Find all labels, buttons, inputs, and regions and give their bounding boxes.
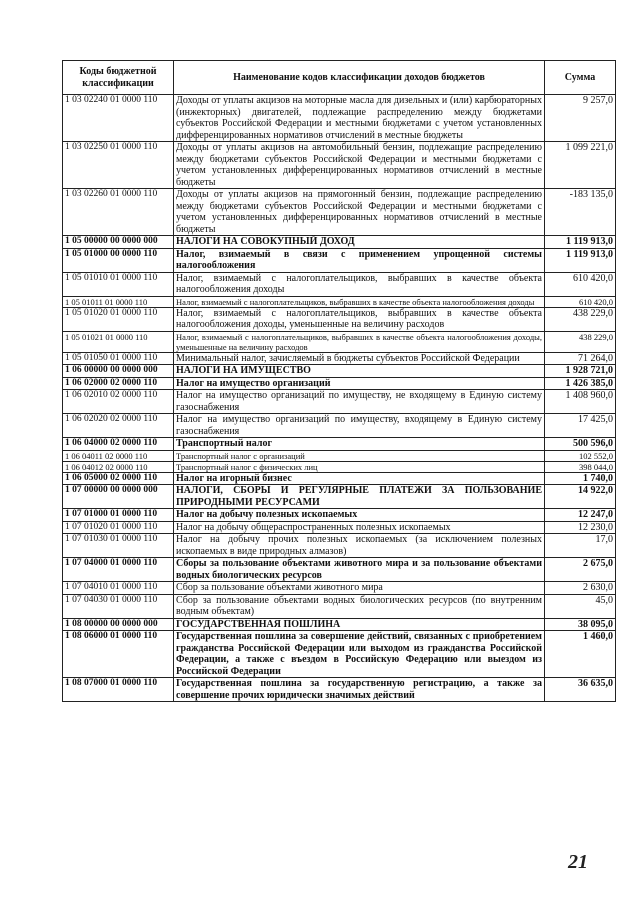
- row-code: 1 06 05000 02 0000 110: [63, 472, 174, 485]
- row-name: Налог на имущество организаций по имуществу, не входящему в Единую систему газоснабжения: [174, 390, 545, 414]
- row-code: 1 06 04012 02 0000 110: [63, 461, 174, 472]
- row-code: 1 03 02240 01 0000 110: [63, 95, 174, 142]
- row-sum: 17 425,0: [545, 414, 616, 438]
- row-name: Доходы от уплаты акцизов на автомобильный бензин, подлежащие распределению между бюджетами субъектов Российской Федерации и местными бюджетами с учетом установленных дифференцированных нормативов отчислений в местные бюджеты: [174, 142, 545, 189]
- row-name: Доходы от уплаты акцизов на прямогонный бензин, подлежащие распределению между бюджетами субъектов Российской Федерации и местными бюджетами с учетом установленных дифференцированных нормативов отчислений в местные бюджеты: [174, 189, 545, 236]
- row-name: Налог на добычу полезных ископаемых: [174, 509, 545, 522]
- row-code: 1 05 01011 01 0000 110: [63, 296, 174, 307]
- table-row: [63, 521, 616, 534]
- row-sum: -183 135,0: [545, 189, 616, 236]
- table-row: [63, 352, 616, 365]
- row-sum: 1 119 913,0: [545, 236, 616, 249]
- row-name: ГОСУДАРСТВЕННАЯ ПОШЛИНА: [174, 618, 545, 631]
- page-number: 21: [568, 851, 588, 873]
- table-row: [63, 472, 616, 485]
- row-code: 1 08 06000 01 0000 110: [63, 631, 174, 678]
- table-row: [63, 95, 616, 142]
- header-codes: Коды бюджетной классификации: [63, 61, 174, 95]
- row-name: Налог на имущество организаций: [174, 377, 545, 390]
- row-name: Государственная пошлина за государственную регистрацию, а также за совершение прочих юридически значимых действий: [174, 678, 545, 702]
- table-row: [63, 272, 616, 296]
- row-code: 1 05 01021 01 0000 110: [63, 331, 174, 352]
- row-name: Налог, взимаемый с налогоплательщиков, выбравших в качестве объекта налогообложения доходы: [174, 272, 545, 296]
- row-code: 1 07 01000 01 0000 110: [63, 509, 174, 522]
- row-name: Сборы за пользование объектами животного мира и за пользование объектами водных биологических ресурсов: [174, 558, 545, 582]
- row-sum: 1 099 221,0: [545, 142, 616, 189]
- row-code: 1 05 01020 01 0000 110: [63, 307, 174, 331]
- table-row: [63, 414, 616, 438]
- table-row: [63, 438, 616, 451]
- row-sum: 398 044,0: [545, 461, 616, 472]
- row-sum: 2 630,0: [545, 582, 616, 595]
- row-sum: 17,0: [545, 534, 616, 558]
- row-name: Транспортный налог с организаций: [174, 450, 545, 461]
- row-code: 1 07 00000 00 0000 000: [63, 485, 174, 509]
- table-row: [63, 296, 616, 307]
- row-sum: 12 230,0: [545, 521, 616, 534]
- row-code: 1 07 04030 01 0000 110: [63, 594, 174, 618]
- table-row: [63, 558, 616, 582]
- table-row: [63, 377, 616, 390]
- row-sum: 1 426 385,0: [545, 377, 616, 390]
- row-code: 1 05 01050 01 0000 110: [63, 352, 174, 365]
- row-name: Налог на игорный бизнес: [174, 472, 545, 485]
- row-sum: 1 408 960,0: [545, 390, 616, 414]
- row-sum: 438 229,0: [545, 331, 616, 352]
- row-sum: 1 740,0: [545, 472, 616, 485]
- row-name: Транспортный налог с физических лиц: [174, 461, 545, 472]
- row-code: 1 05 01000 00 0000 110: [63, 248, 174, 272]
- table-row: [63, 534, 616, 558]
- row-name: Налог на добычу общераспространенных полезных ископаемых: [174, 521, 545, 534]
- table-body: [63, 95, 616, 702]
- row-name: Транспортный налог: [174, 438, 545, 451]
- table-row: [63, 509, 616, 522]
- row-code: 1 06 04011 02 0000 110: [63, 450, 174, 461]
- row-sum: 12 247,0: [545, 509, 616, 522]
- row-code: 1 07 04000 01 0000 110: [63, 558, 174, 582]
- table-row: [63, 461, 616, 472]
- row-name: Налог, взимаемый с налогоплательщиков, выбравших в качестве объекта налогообложения доходы, уменьшенные на величину расходов: [174, 331, 545, 352]
- table-row: [63, 594, 616, 618]
- row-sum: 102 552,0: [545, 450, 616, 461]
- row-code: 1 05 00000 00 0000 000: [63, 236, 174, 249]
- table-row: [63, 390, 616, 414]
- row-code: 1 07 01020 01 0000 110: [63, 521, 174, 534]
- row-sum: 45,0: [545, 594, 616, 618]
- row-name: Сбор за пользование объектами водных биологических ресурсов (по внутренним водным объектам): [174, 594, 545, 618]
- row-sum: 610 420,0: [545, 272, 616, 296]
- row-name: Сбор за пользование объектами животного мира: [174, 582, 545, 595]
- row-sum: 2 675,0: [545, 558, 616, 582]
- row-sum: 1 460,0: [545, 631, 616, 678]
- row-sum: 71 264,0: [545, 352, 616, 365]
- row-name: НАЛОГИ, СБОРЫ И РЕГУЛЯРНЫЕ ПЛАТЕЖИ ЗА ПОЛЬЗОВАНИЕ ПРИРОДНЫМИ РЕСУРСАМИ: [174, 485, 545, 509]
- table-row: [63, 307, 616, 331]
- row-code: 1 03 02260 01 0000 110: [63, 189, 174, 236]
- row-sum: 14 922,0: [545, 485, 616, 509]
- row-name: НАЛОГИ НА СОВОКУПНЫЙ ДОХОД: [174, 236, 545, 249]
- row-name: НАЛОГИ НА ИМУЩЕСТВО: [174, 365, 545, 378]
- table-row: [63, 678, 616, 702]
- row-code: 1 07 01030 01 0000 110: [63, 534, 174, 558]
- table-row: [63, 142, 616, 189]
- table-row: [63, 189, 616, 236]
- header-names: Наименование кодов классификации доходов бюджетов: [174, 61, 545, 95]
- table-row: [63, 248, 616, 272]
- row-sum: 1 119 913,0: [545, 248, 616, 272]
- table-row: [63, 236, 616, 249]
- row-code: 1 07 04010 01 0000 110: [63, 582, 174, 595]
- table-row: [63, 450, 616, 461]
- row-code: 1 06 04000 02 0000 110: [63, 438, 174, 451]
- row-name: Доходы от уплаты акцизов на моторные масла для дизельных и (или) карбюраторных (инжекторных) двигателей, подлежащие распределению между бюджетами субъектов Российской Федерации и местными бюджетами с учетом установленных дифференцированных нормативов отчислений в местные бюджеты: [174, 95, 545, 142]
- row-code: 1 08 07000 01 0000 110: [63, 678, 174, 702]
- row-name: Государственная пошлина за совершение действий, связанных с приобретением гражданства Российской Федерации или выходом из гражданства Российской Федерации, а также с въездом в Российскую Федерацию или выездом из Российской Федерации: [174, 631, 545, 678]
- table-row: [63, 631, 616, 678]
- row-name: Налог на имущество организаций по имуществу, входящему в Единую систему газоснабжения: [174, 414, 545, 438]
- table-row: [63, 582, 616, 595]
- row-code: 1 06 02000 02 0000 110: [63, 377, 174, 390]
- table-row: [63, 365, 616, 378]
- row-name: Налог, взимаемый в связи с применением упрощенной системы налогообложения: [174, 248, 545, 272]
- header-sum: Сумма: [545, 61, 616, 95]
- row-name: Налог, взимаемый с налогоплательщиков, выбравших в качестве объекта налогообложения доходы: [174, 296, 545, 307]
- row-sum: 610 420,0: [545, 296, 616, 307]
- revenue-table: [62, 60, 616, 702]
- row-name: Минимальный налог, зачисляемый в бюджеты субъектов Российской Федерации: [174, 352, 545, 365]
- row-name: Налог на добычу прочих полезных ископаемых (за исключением полезных ископаемых в виде природных алмазов): [174, 534, 545, 558]
- row-sum: 500 596,0: [545, 438, 616, 451]
- table-row: [63, 485, 616, 509]
- table-header-row: [63, 61, 616, 95]
- row-sum: 438 229,0: [545, 307, 616, 331]
- row-name: Налог, взимаемый с налогоплательщиков, выбравших в качестве объекта налогообложения доходы, уменьшенные на величину расходов: [174, 307, 545, 331]
- row-sum: 36 635,0: [545, 678, 616, 702]
- row-code: 1 05 01010 01 0000 110: [63, 272, 174, 296]
- row-code: 1 06 02010 02 0000 110: [63, 390, 174, 414]
- row-sum: 1 928 721,0: [545, 365, 616, 378]
- row-code: 1 03 02250 01 0000 110: [63, 142, 174, 189]
- row-sum: 38 095,0: [545, 618, 616, 631]
- table-row: [63, 618, 616, 631]
- table-row: [63, 331, 616, 352]
- row-sum: 9 257,0: [545, 95, 616, 142]
- row-code: 1 08 00000 00 0000 000: [63, 618, 174, 631]
- row-code: 1 06 02020 02 0000 110: [63, 414, 174, 438]
- row-code: 1 06 00000 00 0000 000: [63, 365, 174, 378]
